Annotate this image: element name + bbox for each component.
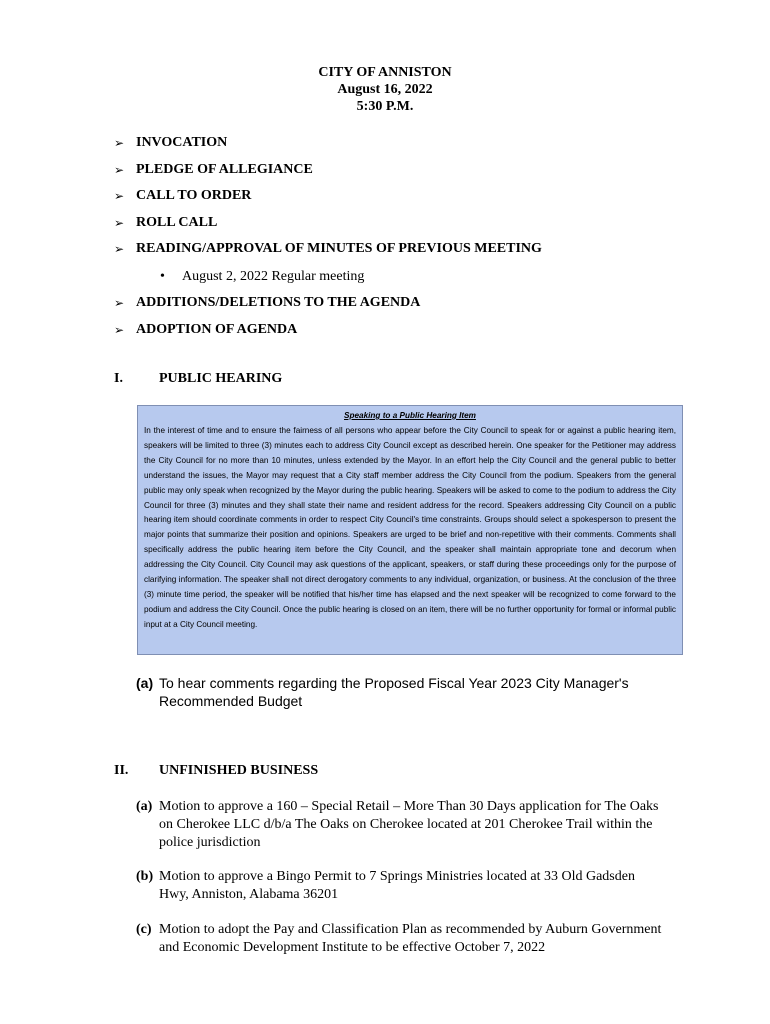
agenda-item-label: READING/APPROVAL OF MINUTES OF PREVIOUS MEETING (136, 241, 542, 257)
arrow-bullet-icon: ➢ (114, 189, 125, 204)
arrow-bullet-icon: ➢ (114, 215, 125, 230)
meeting-time: 5:30 P.M. (356, 99, 414, 114)
section-title: PUBLIC HEARING (159, 371, 283, 386)
item-text: To hear comments regarding the Proposed Fiscal Year 2023 City Manager's Recommended Budget (159, 675, 629, 709)
agenda-item-call-to-order (114, 187, 674, 214)
unfinished-item-c (136, 921, 666, 957)
arrow-bullet-icon: ➢ (114, 136, 125, 150)
document-header (0, 64, 770, 115)
agenda-item-label: ROLL CALL (136, 214, 218, 230)
unfinished-item-b (136, 868, 666, 904)
agenda-item-pledge (114, 161, 674, 188)
minutes-sub-item (114, 268, 674, 295)
item-letter: (a) (136, 799, 153, 814)
section-number: II. (114, 763, 129, 778)
agenda-item-label: PLEDGE OF ALLEGIANCE (136, 161, 313, 177)
notice-body: In the interest of time and to ensure the fairness of all persons who appear before the City Council to speak for or against a public hearing item, speakers will be limited to three (3) minutes each to address City Council except as described herein. One speaker for the Petitioner may address the City Council for no more than 10 minutes, unless extended by the Mayor. In an effort help the City Council and the general public to better understand the issues, the Mayor may request that a City staff member address the City Council from the podium. Speakers from the general public may only speak when recognized by the Mayor during the public hearing. Speakers will be asked to come to the podium to address the City Council for three (3) minutes and they shall state their name and resident address for the record. Speakers addressing City Council on a public hearing item should coordinate comments in order to respect City Council's time constraints. Groups should select a spokesperson to present the major points that summarize their position and opinions. Speakers are urged to be brief and non-repetitive with their comments. Comments shall specifically address the public hearing item before the City Council, and the speaker shall maintain appropriate tone and decorum when addressing the City Council. City Council may ask questions of the applicant, speakers, or staff during these proceedings only for the purpose of clarifying information. The speaker shall not direct derogatory comments to any individual, organization, or business. At the conclusion of the three (3) minute time period, the speaker will be notified that his/her time has elapsed and the next speaker will be recognized to come forward to the podium and address the City Council. Once the public hearing is closed on an item, there will be no further opportunity for formal or informal public input at a City Council meeting. (144, 426, 676, 629)
item-text: Motion to approve a 160 – Special Retail – More Than 30 Days application for The Oaks on Cherokee LLC d/b/a The Oaks on Cherokee located at 201 Cherokee Trail within the police jurisdiction (159, 799, 659, 850)
meeting-date: August 16, 2022 (337, 82, 433, 97)
arrow-bullet-icon: ➢ (114, 295, 125, 310)
arrow-bullet-icon: ➢ (114, 322, 125, 337)
agenda-item-minutes (114, 240, 674, 267)
section-title: UNFINISHED BUSINESS (159, 763, 319, 778)
public-hearing-item-a (136, 674, 636, 710)
arrow-bullet-icon: ➢ (114, 162, 125, 177)
agenda-item-additions (114, 294, 674, 321)
item-text: Motion to adopt the Pay and Classification Plan as recommended by Auburn Government and Economic Development Institute to be effective October 7, 2022 (159, 922, 662, 955)
agenda-item-label: ADDITIONS/DELETIONS TO THE AGENDA (136, 294, 421, 310)
section-number: I. (114, 371, 123, 386)
agenda-item-label: CALL TO ORDER (136, 188, 252, 204)
notice-title: Speaking to a Public Hearing Item (344, 411, 476, 420)
arrow-bullet-icon: ➢ (114, 242, 125, 257)
item-letter: (a) (136, 675, 154, 691)
dot-bullet-icon: • (160, 268, 165, 284)
item-letter: (b) (136, 869, 154, 884)
city-title: CITY OF ANNISTON (318, 65, 452, 80)
item-letter: (c) (136, 922, 152, 937)
agenda-item-label: ADOPTION OF AGENDA (136, 321, 298, 337)
item-text: Motion to approve a Bingo Permit to 7 Springs Ministries located at 33 Old Gadsden Hwy, Anniston, Alabama 36201 (159, 869, 635, 902)
agenda-list (114, 134, 674, 347)
agenda-item-invocation (114, 134, 674, 161)
agenda-item-roll-call (114, 214, 674, 241)
unfinished-item-a (136, 798, 666, 852)
agenda-item-adoption (114, 321, 674, 348)
sub-item-label: August 2, 2022 Regular meeting (182, 268, 365, 284)
agenda-item-label: INVOCATION (136, 135, 228, 150)
public-hearing-notice-box (137, 405, 683, 655)
